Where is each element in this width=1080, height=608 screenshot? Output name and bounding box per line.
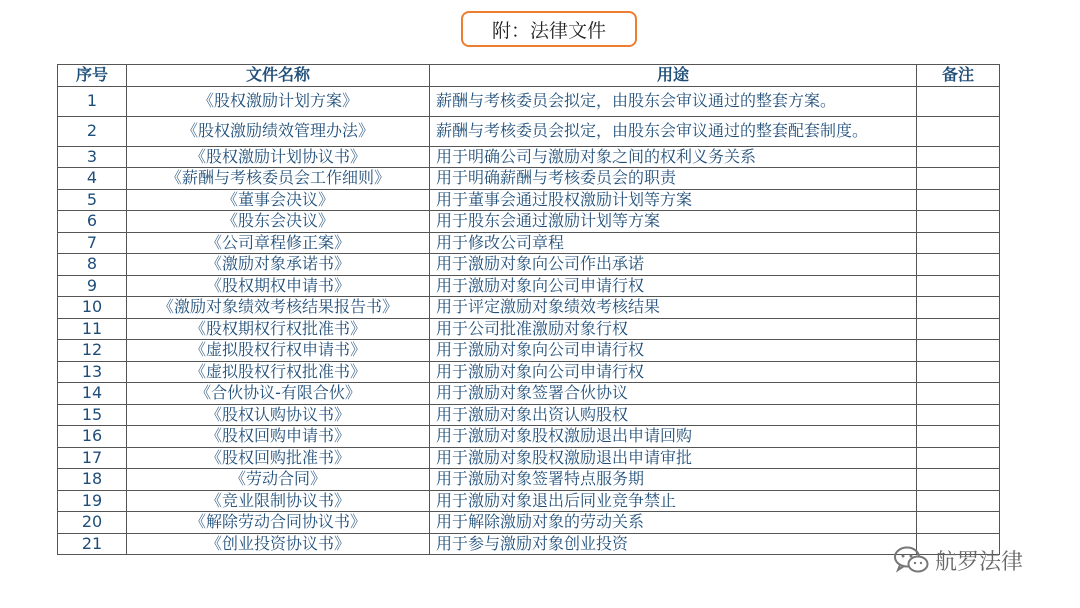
row-number: 3 (58, 146, 127, 168)
row-number: 10 (58, 297, 127, 319)
document-use: 用于激励对象出资认购股权 (430, 404, 917, 426)
header-no: 序号 (58, 65, 127, 87)
document-note (917, 232, 1000, 254)
row-number: 5 (58, 189, 127, 211)
document-use: 用于激励对象向公司申请行权 (430, 275, 917, 297)
document-name: 《股权回购批准书》 (127, 447, 430, 469)
document-note (917, 275, 1000, 297)
document-use: 用于激励对象向公司申请行权 (430, 340, 917, 362)
document-use: 用于明确公司与激励对象之间的权利义务关系 (430, 146, 917, 168)
table-row (58, 469, 1000, 491)
document-use: 用于激励对象向公司作出承诺 (430, 254, 917, 276)
document-use: 用于明确薪酬与考核委员会的职责 (430, 168, 917, 190)
document-name: 《虚拟股权行权申请书》 (127, 340, 430, 362)
document-name: 《虚拟股权行权批准书》 (127, 361, 430, 383)
document-name: 《创业投资协议书》 (127, 533, 430, 555)
document-name: 《股权期权申请书》 (127, 275, 430, 297)
document-note (917, 404, 1000, 426)
legal-documents-table (57, 64, 1000, 555)
row-number: 20 (58, 512, 127, 534)
document-use: 用于股东会通过激励计划等方案 (430, 211, 917, 233)
document-note (917, 512, 1000, 534)
document-note (917, 318, 1000, 340)
row-number: 13 (58, 361, 127, 383)
document-name: 《股权激励绩效管理办法》 (127, 116, 430, 146)
document-name: 《公司章程修正案》 (127, 232, 430, 254)
row-number: 7 (58, 232, 127, 254)
document-use: 用于参与激励对象创业投资 (430, 533, 917, 555)
document-note (917, 254, 1000, 276)
table-row (58, 318, 1000, 340)
table-row (58, 533, 1000, 555)
document-name: 《股权期权行权批准书》 (127, 318, 430, 340)
table-row (58, 254, 1000, 276)
document-name: 《薪酬与考核委员会工作细则》 (127, 168, 430, 190)
document-use: 用于激励对象签署特点服务期 (430, 469, 917, 491)
table-row (58, 86, 1000, 116)
row-number: 16 (58, 426, 127, 448)
header-name: 文件名称 (127, 65, 430, 87)
table-row (58, 383, 1000, 405)
document-note (917, 383, 1000, 405)
table-row (58, 426, 1000, 448)
table-row (58, 275, 1000, 297)
wechat-icon (893, 545, 929, 575)
table-row (58, 189, 1000, 211)
document-use: 用于激励对象退出后同业竞争禁止 (430, 490, 917, 512)
row-number: 19 (58, 490, 127, 512)
table-header-row (58, 65, 1000, 87)
document-note (917, 297, 1000, 319)
table-body (58, 86, 1000, 555)
document-use: 用于评定激励对象绩效考核结果 (430, 297, 917, 319)
document-use: 薪酬与考核委员会拟定，由股东会审议通过的整套配套制度。 (430, 116, 917, 146)
table-row (58, 116, 1000, 146)
table-row (58, 447, 1000, 469)
document-use: 用于激励对象股权激励退出申请审批 (430, 447, 917, 469)
document-name: 《合伙协议-有限合伙》 (127, 383, 430, 405)
table-row (58, 512, 1000, 534)
watermark-text: 航罗法律 (935, 549, 1024, 575)
document-name: 《股权激励计划协议书》 (127, 146, 430, 168)
page-title: 附：法律文件 (461, 11, 637, 47)
document-note (917, 490, 1000, 512)
document-note (917, 469, 1000, 491)
header-use: 用途 (430, 65, 917, 87)
row-number: 6 (58, 211, 127, 233)
row-number: 11 (58, 318, 127, 340)
document-use: 用于激励对象向公司申请行权 (430, 361, 917, 383)
row-number: 1 (58, 86, 127, 116)
table-row (58, 297, 1000, 319)
header-note: 备注 (917, 65, 1000, 87)
document-use: 用于解除激励对象的劳动关系 (430, 512, 917, 534)
document-note (917, 168, 1000, 190)
document-use: 用于修改公司章程 (430, 232, 917, 254)
row-number: 4 (58, 168, 127, 190)
table-row (58, 168, 1000, 190)
table-row (58, 146, 1000, 168)
document-name: 《解除劳动合同协议书》 (127, 512, 430, 534)
document-note (917, 86, 1000, 116)
row-number: 15 (58, 404, 127, 426)
document-note (917, 426, 1000, 448)
row-number: 18 (58, 469, 127, 491)
table-row (58, 340, 1000, 362)
document-name: 《股权激励计划方案》 (127, 86, 430, 116)
document-name: 《激励对象承诺书》 (127, 254, 430, 276)
document-note (917, 116, 1000, 146)
document-note (917, 146, 1000, 168)
table-row (58, 232, 1000, 254)
table-row (58, 361, 1000, 383)
document-use: 用于激励对象股权激励退出申请回购 (430, 426, 917, 448)
row-number: 12 (58, 340, 127, 362)
document-note (917, 189, 1000, 211)
row-number: 9 (58, 275, 127, 297)
table-row (58, 490, 1000, 512)
document-name: 《董事会决议》 (127, 189, 430, 211)
document-name: 《股权认购协议书》 (127, 404, 430, 426)
row-number: 14 (58, 383, 127, 405)
document-name: 《股权回购申请书》 (127, 426, 430, 448)
document-note (917, 447, 1000, 469)
document-name: 《激励对象绩效考核结果报告书》 (127, 297, 430, 319)
table-row (58, 211, 1000, 233)
document-note (917, 361, 1000, 383)
row-number: 2 (58, 116, 127, 146)
document-name: 《股东会决议》 (127, 211, 430, 233)
row-number: 17 (58, 447, 127, 469)
document-name: 《劳动合同》 (127, 469, 430, 491)
document-use: 用于公司批准激励对象行权 (430, 318, 917, 340)
document-use: 薪酬与考核委员会拟定，由股东会审议通过的整套方案。 (430, 86, 917, 116)
document-use: 用于激励对象签署合伙协议 (430, 383, 917, 405)
row-number: 8 (58, 254, 127, 276)
watermark (893, 540, 1023, 580)
document-use: 用于董事会通过股权激励计划等方案 (430, 189, 917, 211)
document-name: 《竞业限制协议书》 (127, 490, 430, 512)
table-row (58, 404, 1000, 426)
document-note (917, 211, 1000, 233)
document-note (917, 340, 1000, 362)
row-number: 21 (58, 533, 127, 555)
